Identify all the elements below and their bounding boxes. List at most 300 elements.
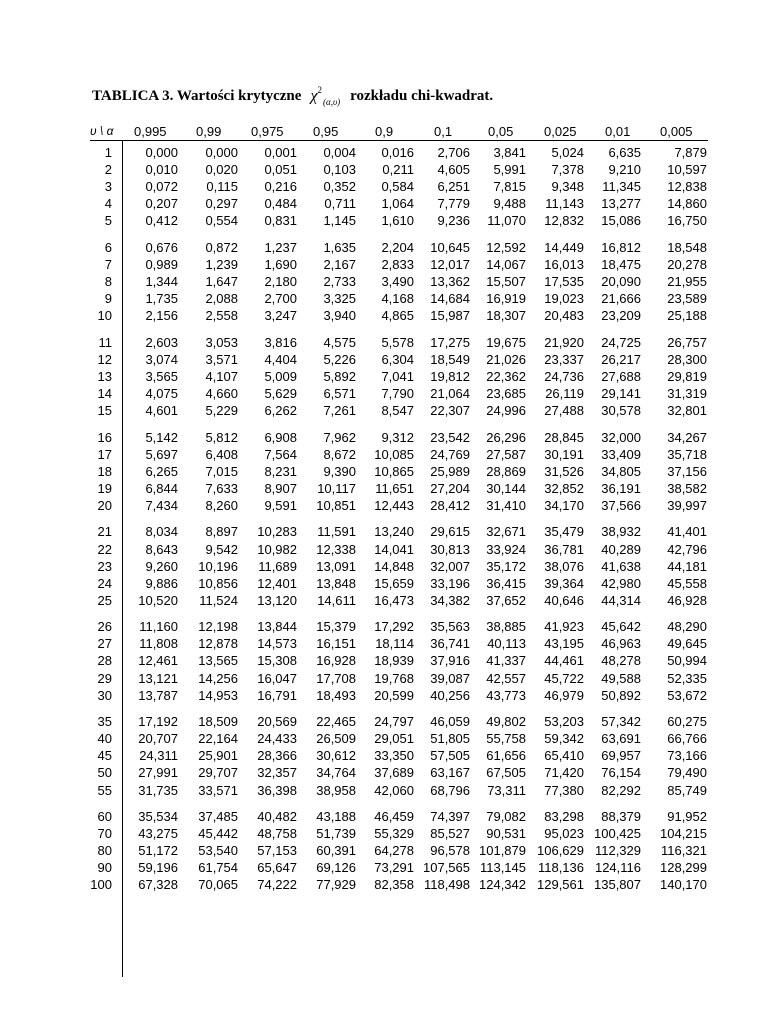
- critical-value: 18,307: [486, 308, 526, 324]
- critical-value: 69,957: [601, 748, 641, 764]
- critical-value: 83,298: [544, 809, 584, 825]
- critical-value: 42,796: [667, 541, 707, 557]
- critical-value: 38,958: [316, 782, 356, 798]
- critical-value: 8,897: [205, 524, 238, 540]
- critical-value: 7,879: [674, 145, 707, 160]
- critical-value: 65,410: [544, 748, 584, 764]
- critical-value: 2,833: [381, 256, 414, 272]
- table-row: [90, 652, 710, 669]
- critical-value: 3,565: [145, 368, 178, 384]
- critical-value: 7,261: [323, 403, 356, 419]
- table-row: [90, 385, 710, 402]
- critical-value: 3,571: [205, 351, 238, 367]
- critical-value: 68,796: [430, 782, 470, 798]
- critical-value: 14,684: [430, 291, 470, 307]
- critical-value: 43,773: [486, 687, 526, 703]
- degrees-of-freedom: 2: [104, 162, 112, 178]
- critical-value: 1,237: [264, 239, 297, 255]
- critical-value: 35,172: [486, 558, 526, 574]
- critical-value: 10,865: [374, 463, 414, 479]
- critical-value: 82,358: [374, 877, 414, 893]
- header-alpha: 0,01: [605, 124, 631, 139]
- table-row: [90, 730, 710, 747]
- critical-value: 6,262: [264, 403, 297, 419]
- critical-value: 37,652: [486, 592, 526, 608]
- critical-value: 43,275: [138, 826, 178, 842]
- critical-value: 51,805: [430, 731, 470, 747]
- critical-value: 1,344: [145, 274, 178, 290]
- critical-value: 101,879: [479, 843, 526, 859]
- critical-value: 0,020: [205, 162, 238, 178]
- critical-value: 28,412: [430, 497, 470, 513]
- table-row: [90, 497, 710, 514]
- degrees-of-freedom: 23: [97, 558, 112, 574]
- critical-value: 19,768: [374, 670, 414, 686]
- critical-value: 14,041: [374, 541, 414, 557]
- critical-value: 11,345: [602, 179, 641, 195]
- critical-value: 18,939: [374, 653, 414, 669]
- critical-value: 4,404: [264, 351, 297, 367]
- critical-value: 27,688: [601, 368, 641, 384]
- degrees-of-freedom: 90: [97, 860, 112, 876]
- critical-value: 4,107: [205, 368, 238, 384]
- critical-value: 4,605: [437, 162, 470, 178]
- critical-value: 1,735: [145, 291, 178, 307]
- critical-value: 7,015: [205, 463, 238, 479]
- critical-value: 51,739: [316, 826, 356, 842]
- critical-value: 25,901: [198, 748, 238, 764]
- critical-value: 35,479: [544, 524, 584, 540]
- critical-value: 77,929: [316, 877, 356, 893]
- critical-value: 0,711: [324, 196, 356, 212]
- critical-value: 44,181: [667, 558, 707, 574]
- critical-value: 11,524: [199, 592, 238, 608]
- critical-value: 2,706: [437, 145, 470, 160]
- critical-value: 0,412: [145, 213, 178, 229]
- critical-value: 112,329: [594, 843, 641, 859]
- critical-value: 28,845: [544, 429, 584, 445]
- critical-value: 34,764: [316, 765, 356, 781]
- critical-value: 30,813: [430, 541, 470, 557]
- critical-value: 34,170: [544, 497, 584, 513]
- critical-value: 41,401: [667, 524, 707, 540]
- critical-value: 10,283: [257, 524, 297, 540]
- critical-value: 37,485: [198, 809, 238, 825]
- critical-value: 20,569: [257, 714, 297, 730]
- critical-value: 128,299: [660, 860, 707, 876]
- critical-value: 18,549: [430, 351, 470, 367]
- critical-value: 60,391: [316, 843, 356, 859]
- critical-value: 104,215: [660, 826, 707, 842]
- critical-value: 16,473: [374, 592, 414, 608]
- table-row: [90, 618, 710, 635]
- degrees-of-freedom: 16: [97, 429, 112, 445]
- degrees-of-freedom: 50: [97, 765, 112, 781]
- critical-value: 7,564: [264, 446, 297, 462]
- critical-value: 40,113: [487, 636, 526, 652]
- degrees-of-freedom: 7: [104, 256, 112, 272]
- chi-exponent: 2: [317, 85, 322, 95]
- critical-value: 106,629: [537, 843, 584, 859]
- critical-value: 2,167: [323, 256, 356, 272]
- critical-value: 0,352: [323, 179, 356, 195]
- critical-value: 16,928: [316, 653, 356, 669]
- critical-value: 51,172: [138, 843, 178, 859]
- critical-value: 30,144: [486, 480, 526, 496]
- critical-value: 38,582: [667, 480, 707, 496]
- critical-value: 5,009: [264, 368, 297, 384]
- critical-value: 9,591: [264, 497, 297, 513]
- critical-value: 0,010: [145, 162, 178, 178]
- critical-value: 95,023: [544, 826, 584, 842]
- critical-value: 44,314: [601, 592, 641, 608]
- critical-value: 55,758: [486, 731, 526, 747]
- critical-value: 50,892: [601, 687, 641, 703]
- degrees-of-freedom: 100: [90, 877, 112, 893]
- table-row: [90, 670, 710, 687]
- table-row: [90, 307, 710, 324]
- critical-value: 25,989: [430, 463, 470, 479]
- critical-value: 0,115: [206, 179, 238, 195]
- critical-value: 12,832: [544, 213, 584, 229]
- critical-value: 5,991: [493, 162, 526, 178]
- critical-value: 48,290: [667, 619, 707, 635]
- critical-value: 67,328: [138, 877, 178, 893]
- critical-value: 37,689: [374, 765, 414, 781]
- critical-value: 21,666: [601, 291, 641, 307]
- degrees-of-freedom: 11: [98, 334, 112, 350]
- critical-value: 5,229: [205, 403, 238, 419]
- critical-value: 33,924: [486, 541, 526, 557]
- critical-value: 14,860: [667, 196, 707, 212]
- degrees-of-freedom: 28: [97, 653, 112, 669]
- critical-value: 85,749: [667, 782, 707, 798]
- critical-value: 20,278: [667, 256, 707, 272]
- table-row: [90, 747, 710, 764]
- degrees-of-freedom: 24: [97, 575, 112, 591]
- critical-value: 5,629: [264, 386, 297, 401]
- degrees-of-freedom: 45: [97, 748, 112, 764]
- header-corner: υ \ α: [90, 124, 114, 138]
- table-row: [90, 144, 710, 161]
- critical-value: 22,164: [198, 731, 238, 747]
- critical-value: 63,691: [601, 731, 641, 747]
- degrees-of-freedom: 13: [97, 368, 112, 384]
- critical-value: 73,311: [487, 782, 526, 798]
- critical-value: 20,090: [601, 274, 641, 290]
- critical-value: 12,461: [138, 653, 178, 669]
- critical-value: 5,812: [205, 429, 238, 445]
- critical-value: 1,610: [381, 213, 414, 229]
- critical-value: 26,509: [316, 731, 356, 747]
- critical-value: 7,962: [323, 429, 356, 445]
- critical-value: 1,635: [323, 239, 356, 255]
- degrees-of-freedom: 60: [97, 809, 112, 825]
- critical-value: 48,278: [601, 653, 641, 669]
- degrees-of-freedom: 20: [97, 497, 112, 513]
- critical-value: 15,086: [601, 213, 641, 229]
- table-row: [90, 480, 710, 497]
- critical-value: 10,597: [667, 162, 707, 178]
- title-prefix: TABLICA 3. Wartości krytyczne: [92, 88, 302, 105]
- degrees-of-freedom: 35: [97, 714, 112, 730]
- table-row: [90, 842, 710, 859]
- critical-value: 10,520: [138, 592, 178, 608]
- critical-value: 26,119: [545, 386, 584, 401]
- critical-value: 8,672: [323, 446, 356, 462]
- critical-value: 48,758: [257, 826, 297, 842]
- table-row: [90, 859, 710, 876]
- critical-value: 35,718: [667, 446, 707, 462]
- critical-value: 5,578: [381, 334, 414, 350]
- critical-value: 0,484: [264, 196, 297, 212]
- table-row: [90, 575, 710, 592]
- critical-value: 10,085: [374, 446, 414, 462]
- critical-value: 36,415: [486, 575, 526, 591]
- critical-value: 18,475: [601, 256, 641, 272]
- header-alpha: 0,9: [375, 124, 394, 139]
- critical-value: 17,708: [316, 670, 356, 686]
- critical-value: 22,465: [316, 714, 356, 730]
- critical-value: 1,145: [323, 213, 356, 229]
- critical-value: 13,240: [374, 524, 414, 540]
- table-row: [90, 446, 710, 463]
- critical-value: 36,398: [257, 782, 297, 798]
- critical-value: 18,509: [198, 714, 238, 730]
- critical-value: 42,557: [486, 670, 526, 686]
- critical-value: 9,488: [493, 196, 526, 212]
- degrees-of-freedom: 6: [104, 239, 112, 255]
- critical-value: 33,409: [601, 446, 641, 462]
- critical-value: 15,507: [486, 274, 526, 290]
- critical-value: 53,540: [198, 843, 238, 859]
- degrees-of-freedom: 12: [97, 351, 112, 367]
- table-row: [90, 256, 710, 273]
- degrees-of-freedom: 55: [97, 782, 112, 798]
- critical-value: 0,103: [323, 162, 356, 178]
- chi-symbol: [310, 86, 340, 107]
- critical-value: 13,120: [257, 592, 297, 608]
- critical-value: 15,308: [257, 653, 297, 669]
- critical-value: 15,379: [316, 619, 356, 635]
- critical-value: 69,126: [316, 860, 356, 876]
- critical-value: 9,886: [145, 575, 178, 591]
- critical-value: 6,635: [608, 145, 641, 160]
- critical-value: 17,292: [374, 619, 414, 635]
- degrees-of-freedom: 15: [97, 403, 112, 419]
- critical-value: 18,548: [667, 239, 707, 255]
- critical-value: 6,265: [145, 463, 178, 479]
- table-row: [90, 592, 710, 609]
- critical-value: 16,151: [316, 636, 356, 652]
- critical-value: 0,297: [205, 196, 238, 212]
- table-row: [90, 764, 710, 781]
- critical-value: 55,329: [374, 826, 414, 842]
- critical-value: 5,024: [551, 145, 584, 160]
- degrees-of-freedom: 19: [97, 480, 112, 496]
- table-row: [90, 523, 710, 540]
- critical-value: 24,797: [374, 714, 414, 730]
- critical-value: 118,498: [423, 877, 470, 893]
- critical-value: 6,408: [205, 446, 238, 462]
- critical-value: 13,277: [601, 196, 641, 212]
- critical-value: 91,952: [667, 809, 707, 825]
- critical-value: 15,659: [374, 575, 414, 591]
- critical-value: 37,156: [667, 463, 707, 479]
- critical-value: 8,643: [145, 541, 178, 557]
- table-row: [90, 541, 710, 558]
- critical-value: 0,872: [205, 239, 238, 255]
- critical-value: 40,646: [544, 592, 584, 608]
- critical-value: 27,488: [544, 403, 584, 419]
- critical-value: 7,815: [493, 179, 526, 195]
- critical-value: 42,980: [601, 575, 641, 591]
- critical-value: 10,645: [430, 239, 470, 255]
- critical-value: 118,136: [537, 860, 584, 876]
- critical-value: 13,848: [316, 575, 356, 591]
- critical-value: 0,831: [264, 213, 297, 229]
- critical-value: 73,166: [667, 748, 707, 764]
- critical-value: 61,754: [198, 860, 238, 876]
- degrees-of-freedom: 21: [97, 524, 112, 540]
- critical-value: 14,573: [257, 636, 297, 652]
- critical-value: 35,534: [138, 809, 178, 825]
- header-alpha: 0,05: [488, 124, 514, 139]
- critical-value: 107,565: [423, 860, 470, 876]
- critical-value: 124,116: [594, 860, 641, 876]
- critical-value: 45,558: [667, 575, 707, 591]
- critical-value: 11,591: [317, 524, 356, 540]
- critical-value: 30,578: [601, 403, 641, 419]
- critical-value: 23,542: [430, 429, 470, 445]
- critical-value: 11,160: [139, 619, 178, 635]
- critical-value: 14,848: [374, 558, 414, 574]
- critical-value: 28,869: [486, 463, 526, 479]
- header-alpha: 0,95: [313, 124, 339, 139]
- critical-value: 44,461: [544, 653, 584, 669]
- critical-value: 3,247: [264, 308, 297, 324]
- critical-value: 0,016: [381, 145, 414, 160]
- degrees-of-freedom: 80: [97, 843, 112, 859]
- critical-value: 27,991: [138, 765, 178, 781]
- critical-value: 0,051: [264, 162, 297, 178]
- critical-value: 29,141: [601, 386, 641, 401]
- critical-value: 17,275: [430, 334, 470, 350]
- critical-value: 0,554: [205, 213, 238, 229]
- critical-value: 2,204: [381, 239, 414, 255]
- critical-value: 32,357: [257, 765, 297, 781]
- table-row: [90, 429, 710, 446]
- table-row: [90, 195, 710, 212]
- table-title: [92, 86, 493, 107]
- table-row: [90, 334, 710, 351]
- critical-value: 40,289: [601, 541, 641, 557]
- critical-value: 3,490: [381, 274, 414, 290]
- critical-value: 3,325: [323, 291, 356, 307]
- degrees-of-freedom: 70: [97, 826, 112, 842]
- table-row: [90, 368, 710, 385]
- critical-value: 34,382: [430, 592, 470, 608]
- critical-value: 5,697: [145, 446, 178, 462]
- critical-value: 71,420: [544, 765, 584, 781]
- critical-value: 12,338: [316, 541, 356, 557]
- critical-value: 18,493: [316, 687, 356, 703]
- critical-value: 57,153: [257, 843, 297, 859]
- degrees-of-freedom: 26: [97, 619, 112, 635]
- critical-value: 59,196: [138, 860, 178, 876]
- critical-value: 12,592: [486, 239, 526, 255]
- critical-value: 73,291: [374, 860, 414, 876]
- degrees-of-freedom: 18: [97, 463, 112, 479]
- critical-value: 85,527: [430, 826, 470, 842]
- critical-value: 53,203: [544, 714, 584, 730]
- critical-value: 65,647: [257, 860, 297, 876]
- critical-value: 33,196: [430, 575, 470, 591]
- critical-value: 41,337: [486, 653, 526, 669]
- table-row: [90, 687, 710, 704]
- critical-value: 26,217: [601, 351, 641, 367]
- critical-value: 2,700: [264, 291, 297, 307]
- critical-value: 9,312: [381, 429, 414, 445]
- critical-value: 14,067: [486, 256, 526, 272]
- critical-value: 1,647: [205, 274, 238, 290]
- critical-value: 24,769: [430, 446, 470, 462]
- critical-value: 74,397: [430, 809, 470, 825]
- critical-value: 16,750: [667, 213, 707, 229]
- critical-value: 17,192: [138, 714, 178, 730]
- critical-value: 90,531: [486, 826, 526, 842]
- table-row: [90, 239, 710, 256]
- critical-value: 12,198: [198, 619, 238, 635]
- critical-value: 29,707: [198, 765, 238, 781]
- critical-value: 6,571: [323, 386, 356, 401]
- critical-value: 10,856: [198, 575, 238, 591]
- critical-value: 17,535: [544, 274, 584, 290]
- degrees-of-freedom: 1: [104, 145, 112, 160]
- table-row: [90, 825, 710, 842]
- critical-value: 79,082: [486, 809, 526, 825]
- critical-value: 49,645: [667, 636, 707, 652]
- degrees-of-freedom: 4: [104, 196, 112, 212]
- table-row: [90, 212, 710, 229]
- critical-value: 38,932: [601, 524, 641, 540]
- critical-value: 34,267: [667, 429, 707, 445]
- critical-value: 11,143: [545, 196, 584, 212]
- critical-value: 63,167: [430, 765, 470, 781]
- critical-value: 23,209: [601, 308, 641, 324]
- critical-value: 3,841: [493, 145, 526, 160]
- critical-value: 45,442: [198, 826, 238, 842]
- chi-letter: χ: [310, 87, 318, 105]
- critical-value: 9,210: [608, 162, 641, 178]
- critical-value: 0,000: [205, 145, 238, 160]
- title-suffix: rozkładu chi-kwadrat.: [350, 88, 494, 105]
- critical-value: 20,707: [138, 731, 178, 747]
- table-row: [90, 290, 710, 307]
- critical-value: 41,638: [601, 558, 641, 574]
- header-alpha: 0,1: [434, 124, 453, 139]
- critical-value: 19,675: [486, 334, 526, 350]
- critical-value: 61,656: [486, 748, 526, 764]
- critical-value: 4,660: [205, 386, 238, 401]
- critical-value: 32,801: [667, 403, 707, 419]
- critical-value: 19,023: [544, 291, 584, 307]
- table-row: [90, 713, 710, 730]
- critical-value: 36,741: [430, 636, 470, 652]
- critical-value: 40,256: [430, 687, 470, 703]
- header-alpha: 0,005: [660, 124, 693, 139]
- critical-value: 36,191: [601, 480, 641, 496]
